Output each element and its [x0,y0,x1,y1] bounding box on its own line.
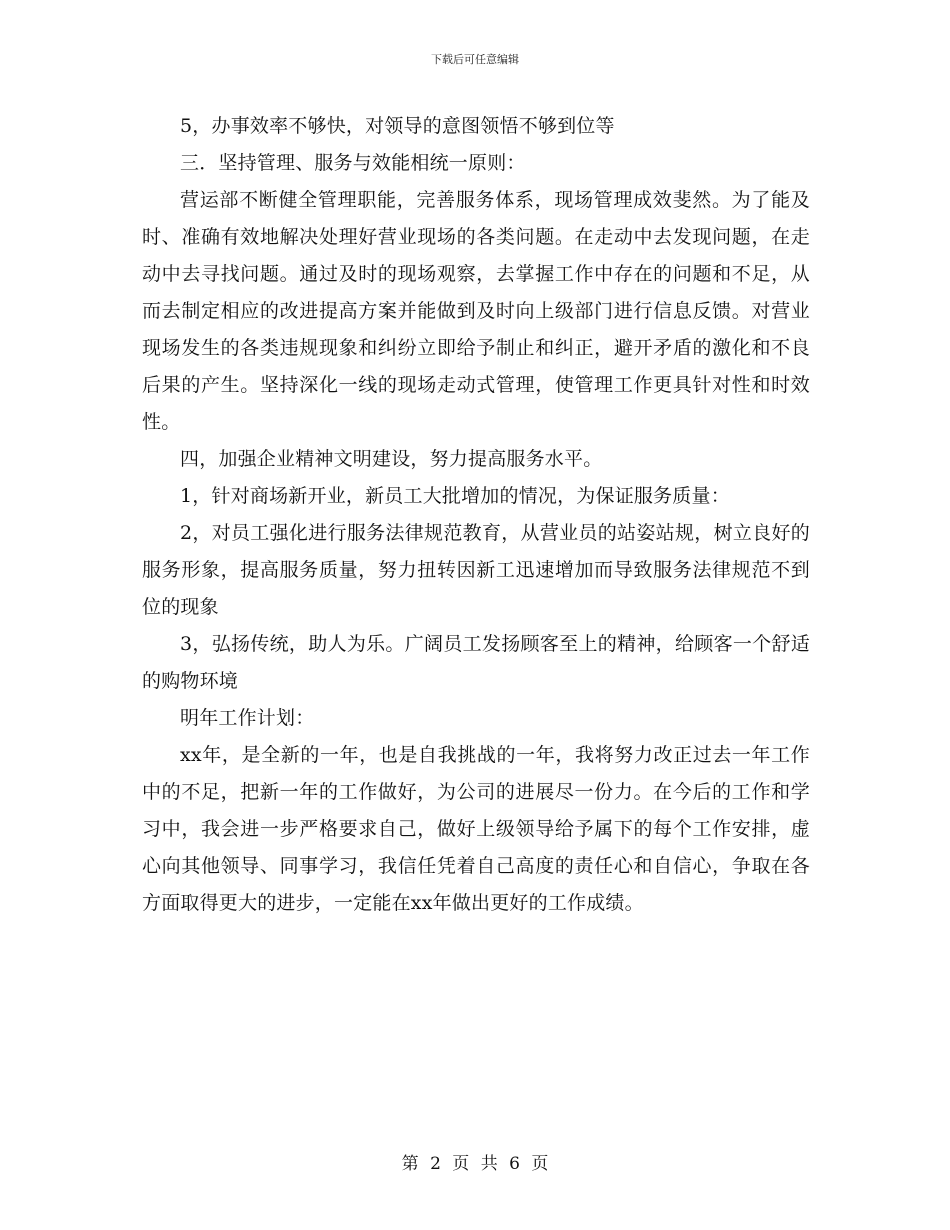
paragraph-item-3: 3，弘扬传统，助人为乐。广阔员工发扬顾客至上的精神，给顾客一个舒适的购物环境 [142,633,810,692]
paragraph-item-2: 2，对员工强化进行服务法律规范教育，从营业员的站姿站规，树立良好的服务形象，提高服务质量，努力扭转因新工迅速增加而导致服务法律规范不到位的现象 [142,522,810,618]
page-header-note: 下载后可任意编辑 [431,53,519,66]
page-number: 第 2 页 共 6 页 [401,1154,549,1174]
paragraph-item-1: 1，针对商场新开业，新员工大批增加的情况，为保证服务质量： [180,485,730,507]
paragraph-efficiency: 5，办事效率不够快，对领导的意图领悟不够到位等 [180,115,615,137]
document-body [142,108,810,922]
paragraph-plan: xx年，是全新的一年，也是自我挑战的一年，我将努力改正过去一年工作中的不足，把新一年的工作做好，为公司的进展尽一份力。在今后的工作和学习中，我会进一步严格要求自己，做好上级领导给予属下的每个工作安排，虚心向其他领导、同事学习，我信任凭着自己高度的责任心和自信心，争取在各方面取得更大的进步，一定能在xx年做出更好的工作成绩。 [142,744,810,914]
paragraph-principle-heading: 三．坚持管理、服务与效能相统一原则： [180,152,526,174]
paragraph-plan-heading: 明年工作计划： [180,707,315,729]
paragraph-culture-heading: 四，加强企业精神文明建设，努力提高服务水平。 [180,448,603,470]
paragraph-operations: 营运部不断健全管理职能，完善服务体系，现场管理成效斐然。为了能及时、准确有效地解决处理好营业现场的各类问题。在走动中去发现问题，在走动中去寻找问题。通过及时的现场观察，去掌握工作中存在的问题和不足，从而去制定相应的改进提高方案并能做到及时向上级部门进行信息反馈。对营业现场发生的各类违规现象和纠纷立即给予制止和纠正，避开矛盾的激化和不良后果的产生。坚持深化一线的现场走动式管理，使管理工作更具针对性和时效性。 [142,189,810,433]
